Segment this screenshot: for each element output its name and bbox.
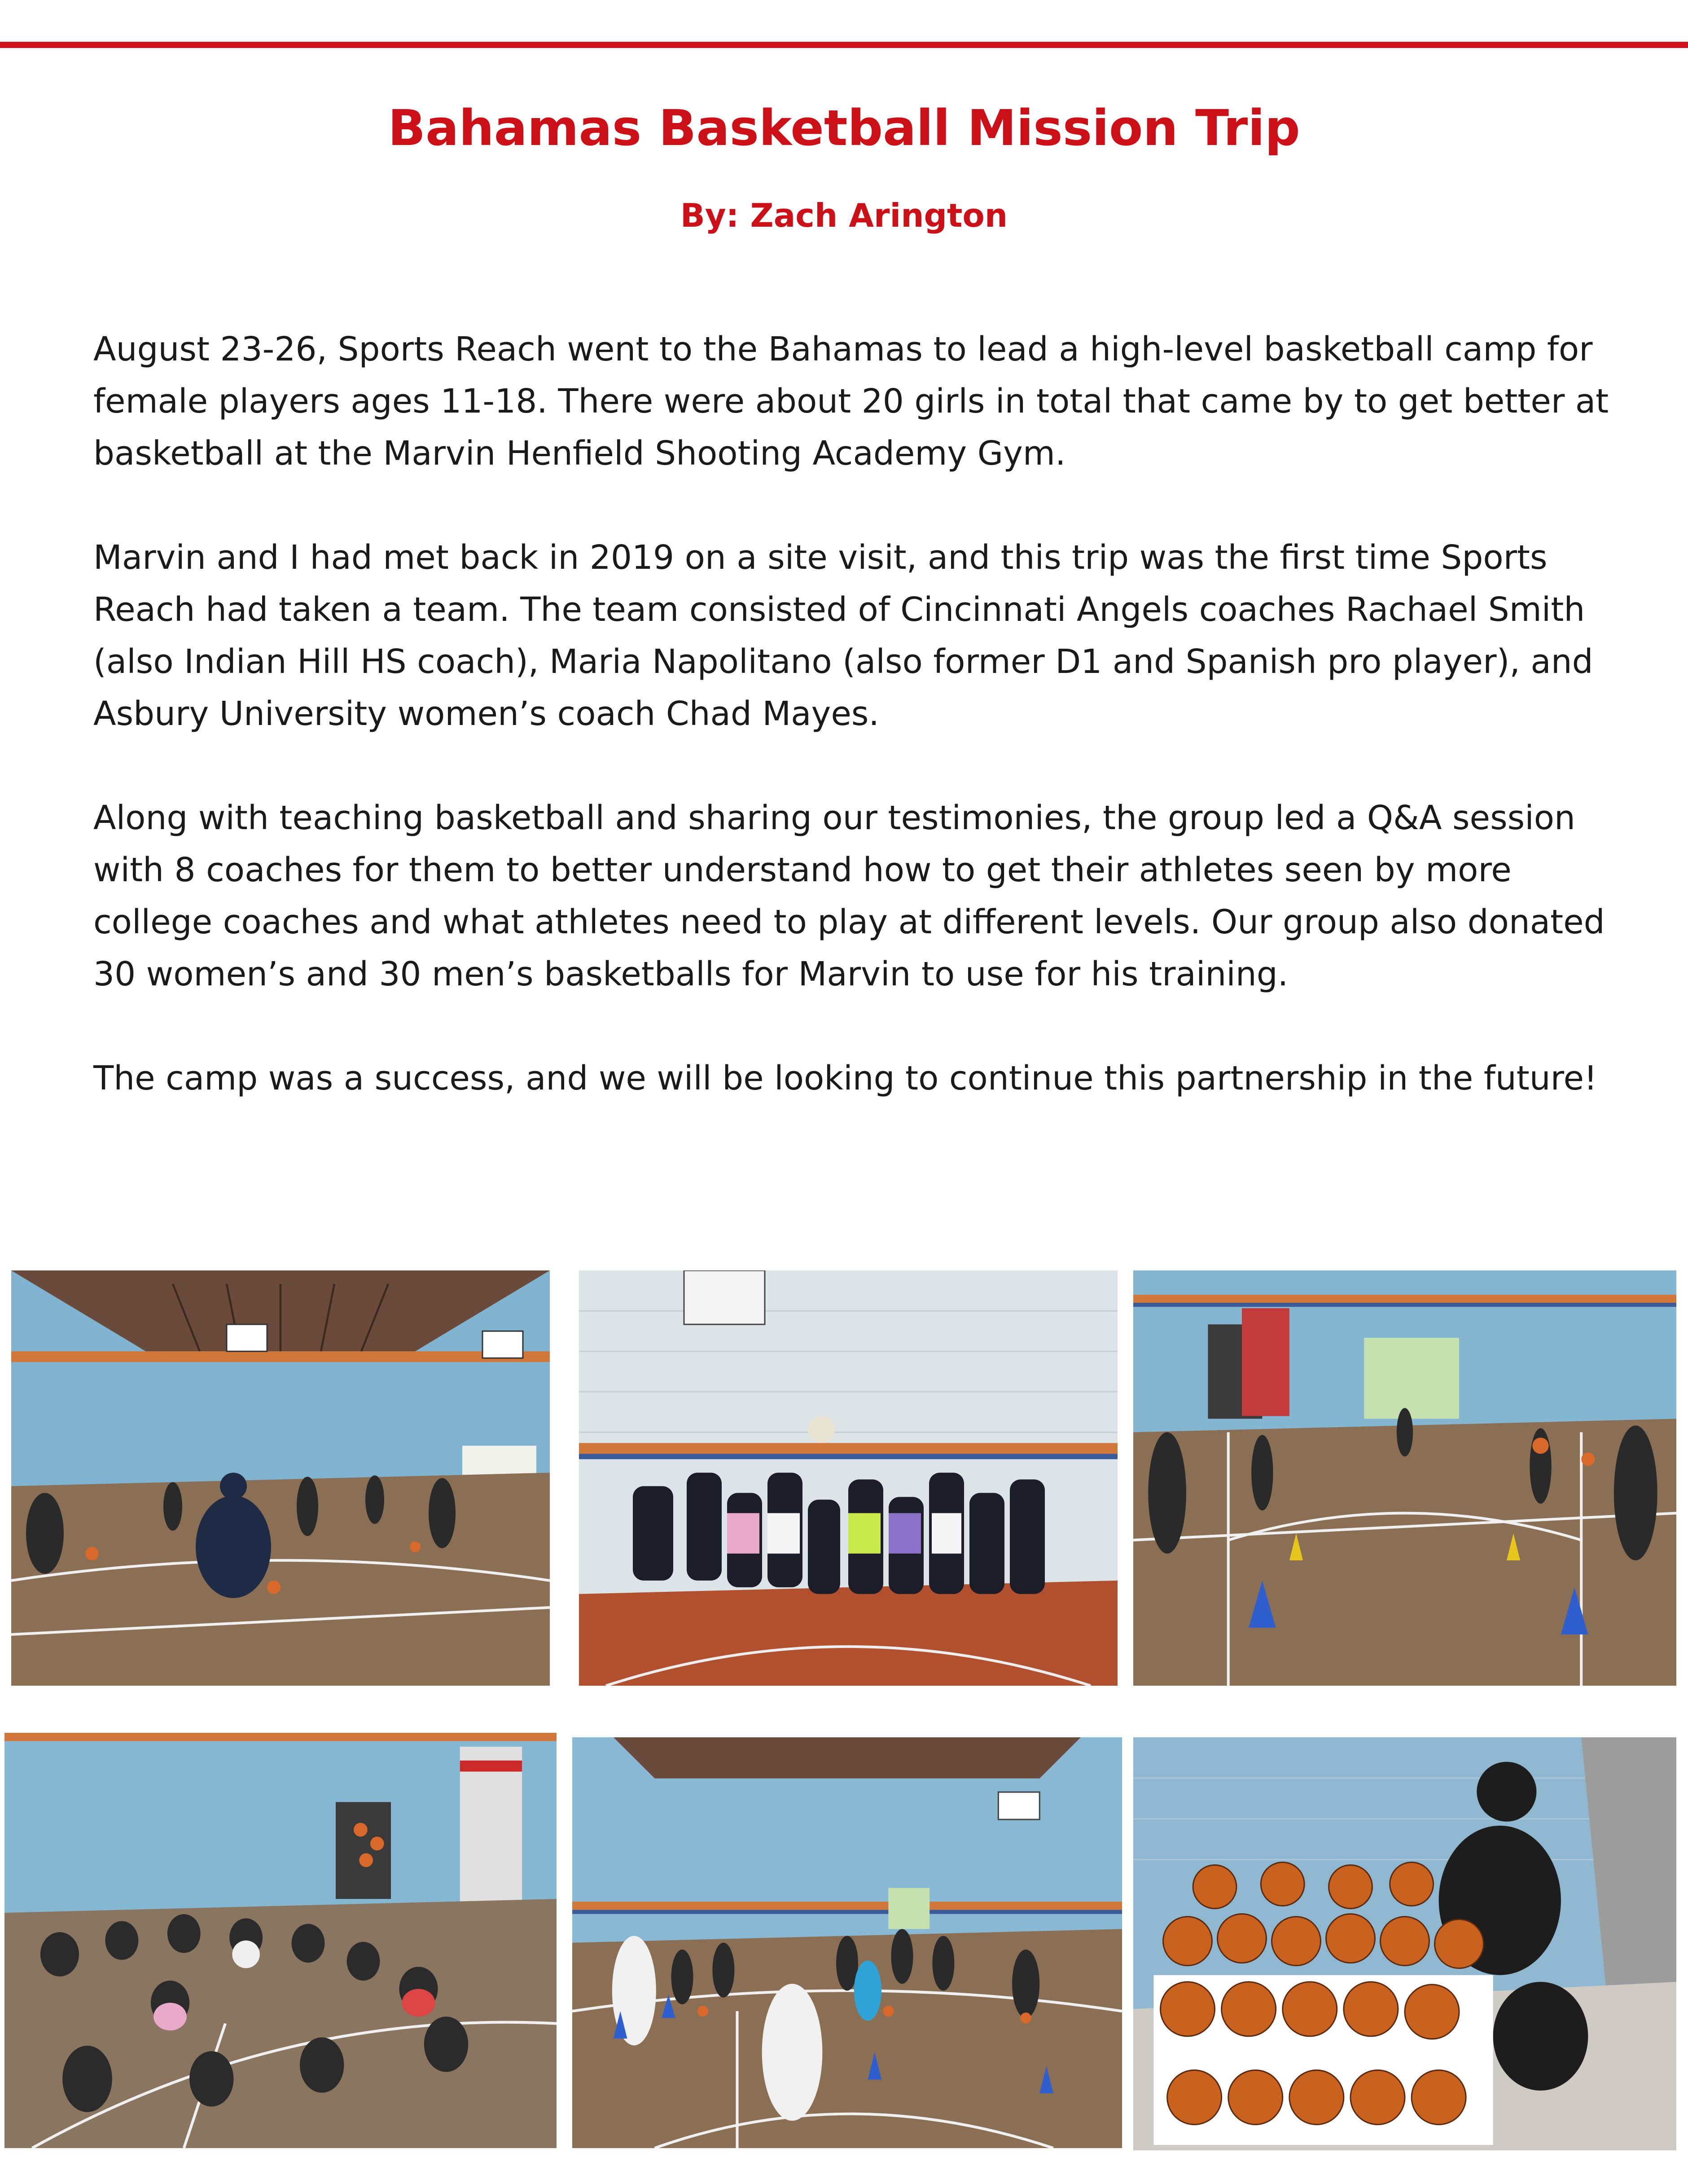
photo-group-portrait <box>579 1270 1118 1686</box>
photo-coaches-drills <box>572 1737 1122 2148</box>
article-title: Bahamas Basketball Mission Trip <box>388 99 1300 157</box>
article-byline: By: Zach Arington <box>680 197 1008 234</box>
photo-cone-drills <box>1133 1270 1676 1686</box>
photo-qa-session <box>4 1733 557 2148</box>
photo-donated-basketballs <box>1133 1737 1676 2150</box>
paragraph-conclusion: The camp was a success, and we will be looking to continue this partnership in the future! <box>93 1059 1597 1098</box>
header-rule <box>0 42 1688 48</box>
paragraph-team: Marvin and I had met back in 2019 on a site visit, and this trip was the first time Sports Reach had taken a team. The team consisted of Cincinnati Angels coaches Rachael Smith (also Indian Hill HS coach), Maria Napolitano (also former D1 and Spanish pro player), and Asbury University women’s coach Chad Mayes. <box>93 538 1593 733</box>
photo-dribbling-drill <box>11 1270 550 1686</box>
paragraph-intro: August 23-26, Sports Reach went to the Bahamas to lead a high-level basketball camp for female players ages 11-18. There were about 20 girls in total that came by to get better at basketball at the Marvin Henfield Shooting Academy Gym. <box>93 330 1609 473</box>
paragraph-activities: Along with teaching basketball and sharing our testimonies, the group led a Q&A session with 8 coaches for them to better understand how to get their athletes seen by more college coaches and what athletes need to play at different levels. Our group also donated 30 women’s and 30 men’s basketballs for Marvin to use for his training. <box>93 799 1605 993</box>
article-body <box>93 323 1610 1156</box>
